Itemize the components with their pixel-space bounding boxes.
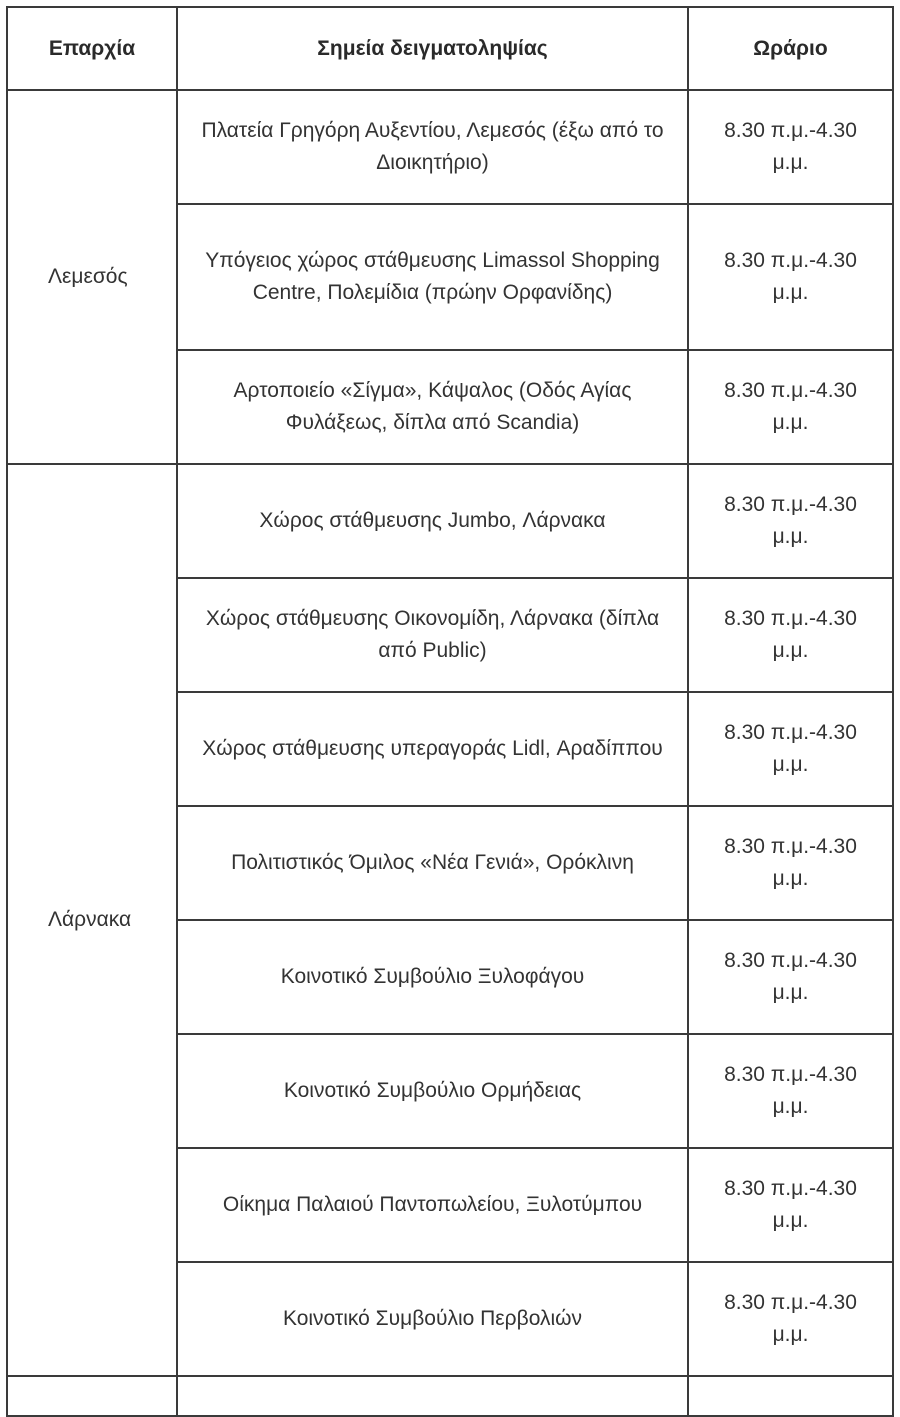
empty-cell [7, 1376, 177, 1416]
table-header-row [7, 7, 893, 90]
header-region: Επαρχία [7, 7, 177, 90]
hours-cell: 8.30 π.μ.-4.30 μ.μ. [688, 806, 893, 920]
sampling-point-cell: Πλατεία Γρηγόρη Αυξεντίου, Λεμεσός (έξω από το Διοικητήριο) [177, 90, 688, 204]
hours-cell: 8.30 π.μ.-4.30 μ.μ. [688, 1034, 893, 1148]
region-cell-larnaca: Λάρνακα [7, 464, 177, 1376]
hours-cell: 8.30 π.μ.-4.30 μ.μ. [688, 1148, 893, 1262]
hours-cell: 8.30 π.μ.-4.30 μ.μ. [688, 464, 893, 578]
hours-cell: 8.30 π.μ.-4.30 μ.μ. [688, 692, 893, 806]
hours-cell: 8.30 π.μ.-4.30 μ.μ. [688, 1262, 893, 1376]
sampling-point-cell: Χώρος στάθμευσης Οικονομίδη, Λάρνακα (δίπλα από Public) [177, 578, 688, 692]
sampling-point-cell: Κοινοτικό Συμβούλιο Ορμήδειας [177, 1034, 688, 1148]
region-cell-limassol: Λεμεσός [7, 90, 177, 464]
hours-cell: 8.30 π.μ.-4.30 μ.μ. [688, 578, 893, 692]
table-row [7, 90, 893, 204]
sampling-point-cell: Οίκημα Παλαιού Παντοπωλείου, Ξυλοτύμπου [177, 1148, 688, 1262]
table-row-cutoff [7, 1376, 893, 1416]
hours-cell: 8.30 π.μ.-4.30 μ.μ. [688, 90, 893, 204]
table-row [7, 464, 893, 578]
empty-cell [177, 1376, 688, 1416]
sampling-point-cell: Χώρος στάθμευσης Jumbo, Λάρνακα [177, 464, 688, 578]
sampling-point-cell: Αρτοποιείο «Σίγμα», Κάψαλος (Οδός Αγίας Φυλάξεως, δίπλα από Scandia) [177, 350, 688, 464]
sampling-point-cell: Κοινοτικό Συμβούλιο Περβολιών [177, 1262, 688, 1376]
header-hours: Ωράριο [688, 7, 893, 90]
hours-cell: 8.30 π.μ.-4.30 μ.μ. [688, 204, 893, 350]
sampling-points-table [6, 6, 894, 1417]
sampling-point-cell: Χώρος στάθμευσης υπεραγοράς Lidl, Αραδίππου [177, 692, 688, 806]
hours-cell: 8.30 π.μ.-4.30 μ.μ. [688, 350, 893, 464]
empty-cell [688, 1376, 893, 1416]
header-sampling-points: Σημεία δειγματοληψίας [177, 7, 688, 90]
sampling-point-cell: Υπόγειος χώρος στάθμευσης Limassol Shopping Centre, Πολεμίδια (πρώην Ορφανίδης) [177, 204, 688, 350]
sampling-point-cell: Πολιτιστικός Όμιλος «Νέα Γενιά», Ορόκλινη [177, 806, 688, 920]
hours-cell: 8.30 π.μ.-4.30 μ.μ. [688, 920, 893, 1034]
sampling-point-cell: Κοινοτικό Συμβούλιο Ξυλοφάγου [177, 920, 688, 1034]
